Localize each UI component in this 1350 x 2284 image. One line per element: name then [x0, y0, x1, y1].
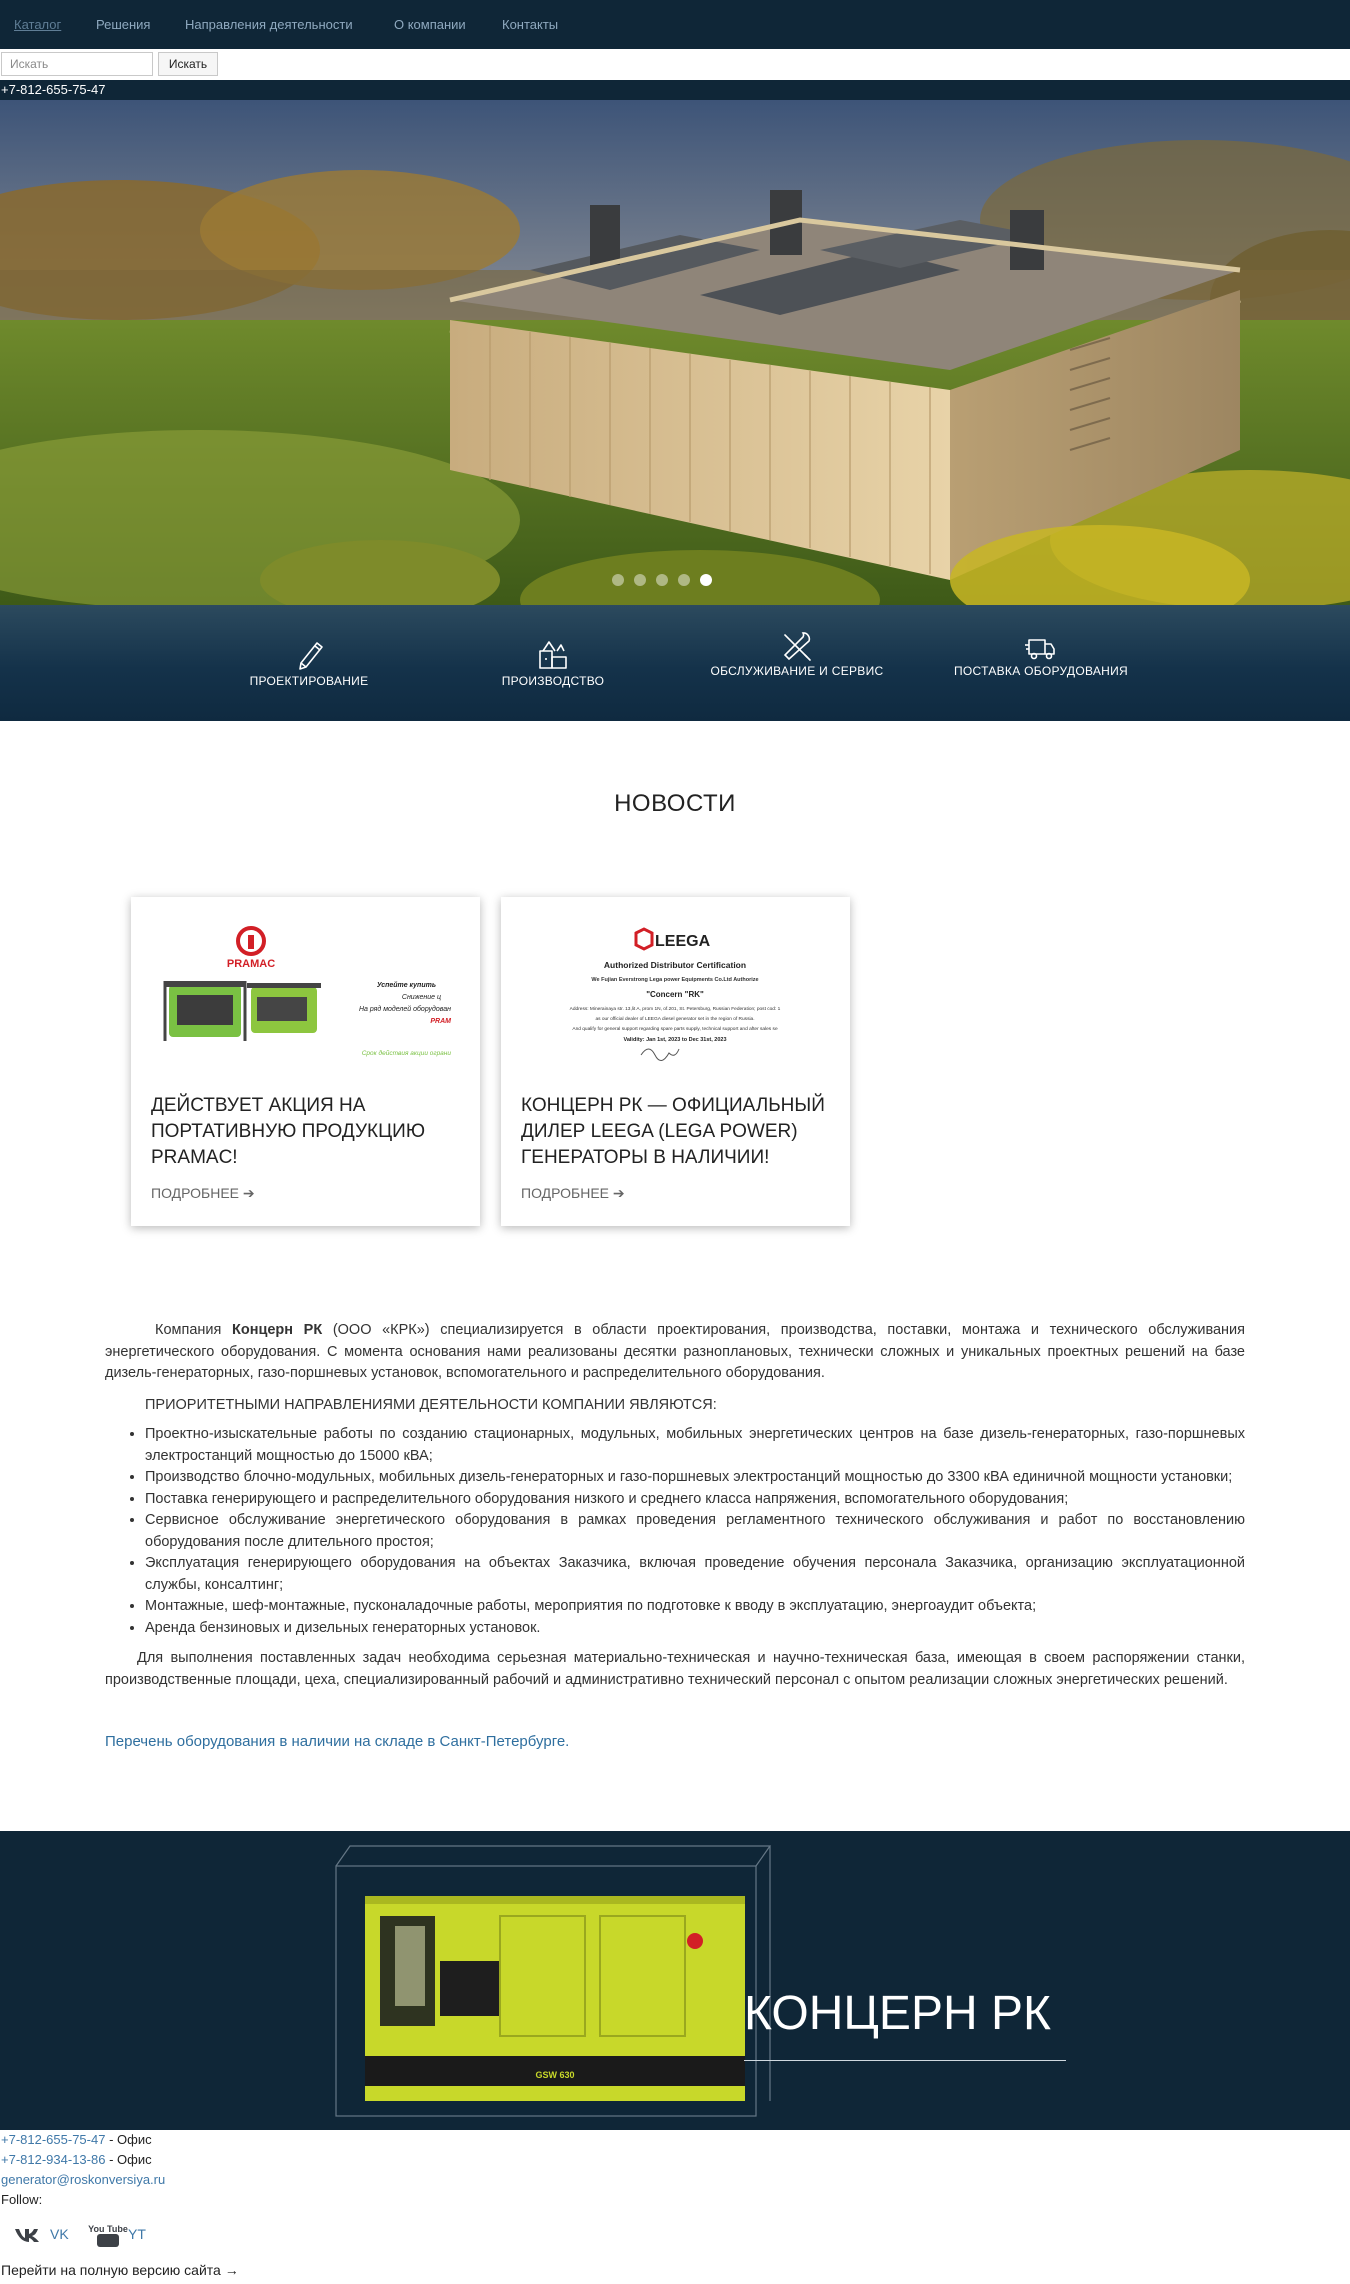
pramac-promo-image — [151, 915, 460, 1075]
leega-brand: LEEGA — [655, 933, 711, 950]
cert-company: "Concern "RK" — [646, 990, 704, 999]
nav-solutions[interactable]: Решения — [96, 17, 151, 32]
truck-icon — [1021, 631, 1061, 665]
nav-directions[interactable]: Направления деятельности — [185, 17, 353, 32]
cert-heading: Authorized Distributor Certification — [603, 960, 747, 970]
list-item: • Аренда бензиновых и дизельных генераторных установок. — [145, 1618, 1245, 1640]
pencil-icon — [289, 637, 329, 671]
phone-row-2: +7-812-934-13-86 - Офис — [1, 2152, 152, 2167]
social-youtube[interactable] — [88, 2222, 156, 2248]
cert-line-3: And qualify for general support regarding spare parts supply, technical support and after sales se — [572, 1027, 778, 1032]
footer-banner — [0, 1831, 1350, 2130]
promo-line-3: На ряд моделей оборудован — [358, 1006, 451, 1013]
nav-catalog[interactable]: Каталог — [14, 17, 62, 32]
social-vk[interactable] — [14, 2222, 74, 2248]
cert-line-2: as our official dealer of LEEGA diesel generator set in the region of Russia. — [595, 1017, 755, 1022]
factory-icon — [533, 637, 573, 671]
genset-image — [0, 1831, 1350, 2130]
stock-list-link[interactable]: Перечень оборудования в наличии на складе в Санкт-Петербурге. — [105, 1733, 570, 1750]
news-card-image — [151, 915, 460, 1075]
svg-text:You Tube: You Tube — [88, 2224, 128, 2234]
genset-label: GSW 630 — [535, 2070, 575, 2080]
youtube-icon — [88, 2222, 128, 2248]
email-link[interactable]: generator@roskonversiya.ru — [1, 2172, 166, 2187]
about-intro: Компания Концерн РК (ООО «КРК») специализируется в области проектирования, производства, поставки, монтажа и технического обслуживания энергетического оборудования. С момента основания нами реализованы десятки разноплановых, технически сложных и уникальных проектных решений на базе дизель-генераторных, газо-поршневых установок, вспомогательного и распределительного оборудования. — [105, 1322, 1246, 1381]
service-maintenance[interactable] — [697, 605, 897, 721]
slider-dot-4[interactable] — [678, 574, 690, 586]
slider-dot-3[interactable] — [656, 574, 668, 586]
cert-validity: Validity: Jan 1st, 2023 to Dec 31st, 2023 — [623, 1037, 727, 1043]
top-navigation — [0, 0, 1350, 49]
service-maintenance-label: ОБСЛУЖИВАНИЕ И СЕРВИС — [710, 664, 884, 678]
services-strip — [0, 605, 1350, 721]
news-card-more-link[interactable]: ПОДРОБНЕЕ ➔ — [151, 1185, 255, 1201]
brand-underline — [744, 2060, 1066, 2061]
promo-note: Срок действия акции ограни — [361, 1050, 451, 1057]
vk-icon — [14, 2224, 40, 2246]
list-item: • Производство блочно-модульных, мобильных дизель-генераторных и газо-поршневых электростанций мощностью до 3300 кВА единичной мощности установки; — [145, 1467, 1245, 1489]
follow-label: Follow: — [1, 2192, 43, 2207]
news-card-more-link[interactable]: ПОДРОБНЕЕ ➔ — [521, 1185, 625, 1201]
slider-dot-5[interactable] — [700, 574, 712, 586]
slider-dot-1[interactable] — [612, 574, 624, 586]
service-design[interactable] — [209, 605, 409, 721]
header-phone[interactable]: +7-812-655-75-47 — [1, 82, 106, 97]
pramac-badge-icon — [687, 1933, 703, 1949]
search-button[interactable]: Искать — [158, 52, 218, 76]
promo-line-2: Снижение ц — [401, 994, 441, 1001]
service-design-label: ПРОЕКТИРОВАНИЕ — [249, 674, 369, 688]
footer-brand: КОНЦЕРН РК — [744, 1987, 1051, 2040]
news-card-title[interactable]: ДЕЙСТВУЕТ АКЦИЯ НА ПОРТАТИВНУЮ ПРОДУКЦИЮ PRAMAC! — [151, 1095, 426, 1168]
vk-label: VK — [50, 2226, 69, 2242]
leega-certificate-image — [521, 915, 830, 1075]
slider-dot-2[interactable] — [634, 574, 646, 586]
service-production-label: ПРОИЗВОДСТВО — [501, 674, 605, 688]
service-supply[interactable] — [941, 605, 1141, 721]
news-card-leega[interactable] — [501, 897, 850, 1226]
promo-line-4: PRAM — [430, 1018, 451, 1025]
email-row — [1, 2170, 165, 2190]
youtube-label: YT — [128, 2226, 146, 2242]
news-card-image — [521, 915, 830, 1075]
priority-list — [105, 1424, 1245, 1639]
search-input[interactable] — [1, 52, 153, 76]
priority-heading: ПРИОРИТЕТНЫМИ НАПРАВЛЕНИЯМИ ДЕЯТЕЛЬНОСТИ КОМПАНИИ ЯВЛЯЮТСЯ: — [145, 1396, 717, 1413]
nav-contacts[interactable]: Контакты — [502, 17, 559, 32]
list-item: • Сервисное обслуживание энергетического оборудования в рамках проведения регламентного технического обслуживания и работ по восстановлению оборудования после длительного простоя; — [145, 1510, 1245, 1553]
hero-slider[interactable] — [0, 100, 1350, 605]
company-name: Концерн РК — [231, 1322, 323, 1338]
news-card-pramac[interactable] — [131, 897, 480, 1226]
phone-link-2[interactable]: +7-812-934-13-86 — [1, 2152, 106, 2167]
list-item: • Эксплуатация генерирующего оборудования на объектах Заказчика, включая проведение обучения персонала Заказчика, организацию эксплуатационной службы, консалтинг; — [145, 1553, 1245, 1596]
tools-icon — [777, 629, 817, 663]
about-closing: Для выполнения поставленных задач необходима серьезная материально-техническая и научно-техническая база, имеющая в своем распоряжении станки, производственные площади, цеха, специализированный рабочий и административно технический персонал с опытом реализации сложных энергетических решений. — [105, 1650, 1245, 1688]
cert-address: Address: Minerainaya str. 13,lit A, prom 1N, of.201, St. Petersburg, Russian Federation; post cod: 1 — [569, 1007, 781, 1012]
list-item: • Монтажные, шеф-монтажные, пусконаладочные работы, мероприятия по подготовке к вводу в эксплуатацию, энергоаудит объекта; — [145, 1596, 1245, 1618]
news-card-title[interactable]: КОНЦЕРН РК — ОФИЦИАЛЬНЫЙ ДИЛЕР LEEGA (LEGA POWER) ГЕНЕРАТОРЫ В НАЛИЧИИ! — [521, 1095, 825, 1168]
about-section — [105, 1320, 1245, 1753]
pramac-brand: PRAMAC — [226, 958, 276, 970]
list-item: • Проектно-изыскательные работы по созданию стационарных, модульных, мобильных энергетических центров на базе дизель-генераторных, газо-поршневых электростанций мощностью до 15000 кВА; — [145, 1424, 1245, 1467]
full-version-link[interactable]: Перейти на полную версию сайта → — [1, 2262, 239, 2278]
list-item: • Поставка генерирующего и распределительного оборудования низкого и среднего класса напряжения, вспомогательного оборудования; — [145, 1489, 1245, 1511]
news-heading: НОВОСТИ — [614, 790, 736, 817]
hero-image — [0, 100, 1350, 605]
header-phone-bar — [0, 80, 1350, 100]
promo-line-1: Успейте купить — [376, 982, 436, 989]
phone-link-1[interactable]: +7-812-655-75-47 — [1, 2132, 106, 2147]
service-supply-label: ПОСТАВКА ОБОРУДОВАНИЯ — [953, 664, 1129, 678]
nav-about[interactable]: О компании — [394, 17, 466, 32]
cert-sub: We Fujian Everstrong Lega power Equipments Co.Ltd Authorize — [591, 977, 759, 983]
phone-row-1: +7-812-655-75-47 - Офис — [1, 2132, 152, 2147]
service-production[interactable] — [453, 605, 653, 721]
